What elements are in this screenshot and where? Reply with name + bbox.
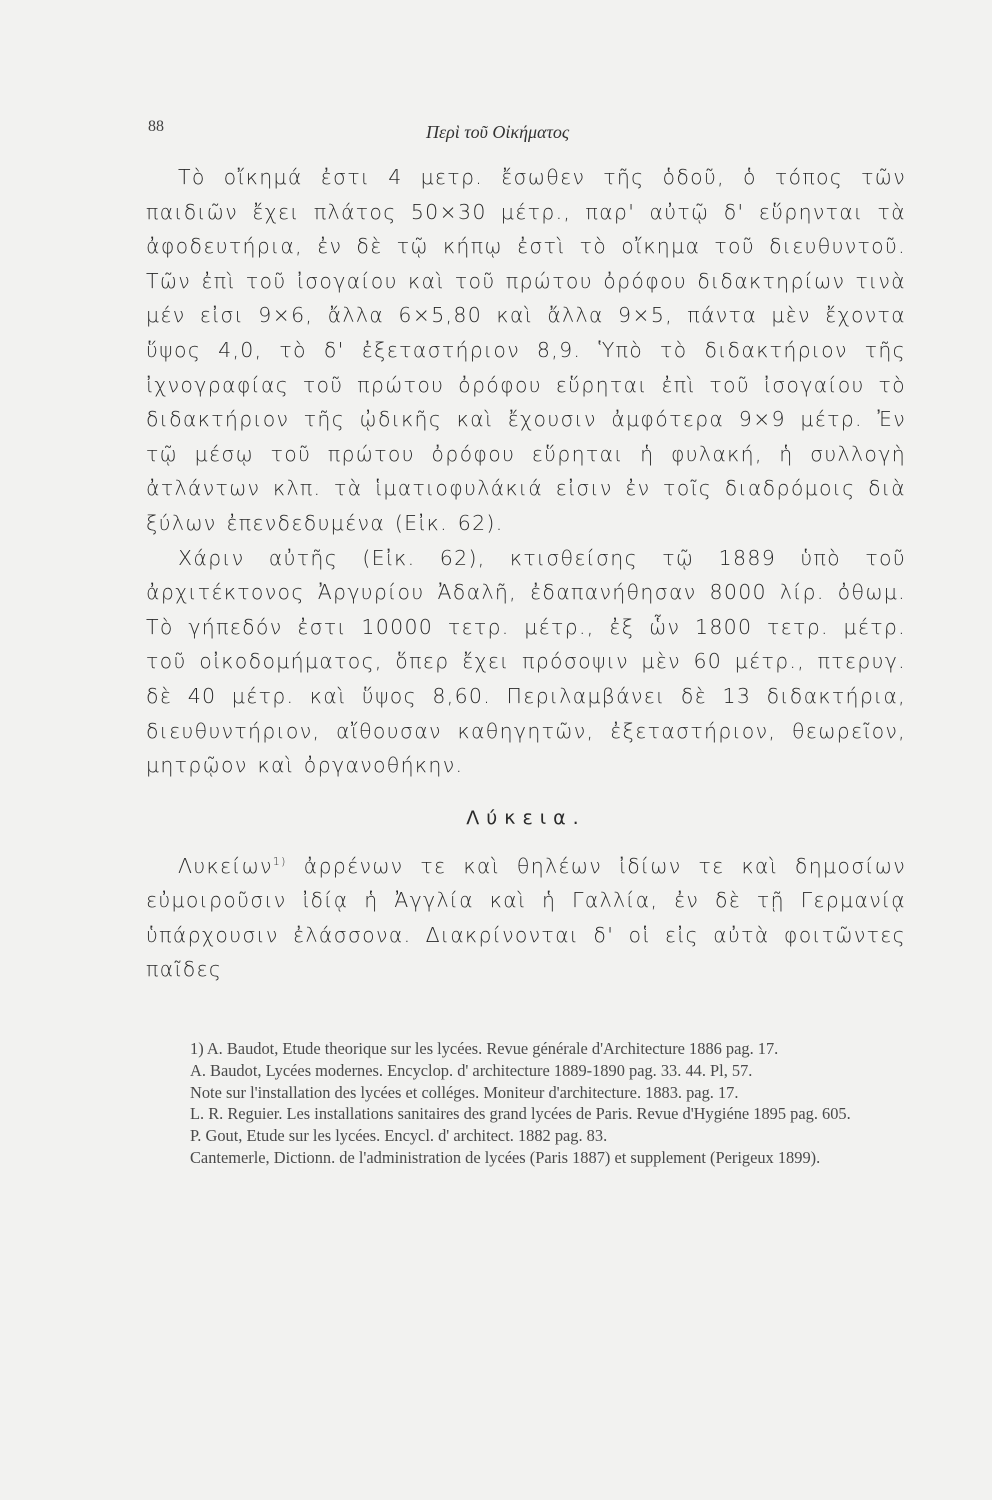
paragraph-2-text: Χάριν αὐτῆς (Εἰκ. 62), κτισθείσης τῷ 1889 ὑπὸ τοῦ ἀρχιτέκτονος Ἀργυρίου Ἀδαλῆ, ἐδαπανήθησαν 8000 λίρ. ὀθωμ. Τὸ γήπεδόν ἐστι 10000 τετρ. μέτρ., ἐξ ὧν 1800 τετρ. μέτρ. τοῦ οἰκοδομήματος, ὅπερ ἔχει πρόσοψιν μὲν 60 μέτρ., πτερυγ. δὲ 40 μέτρ. καὶ ὕψος 8,60. Περιλαμβάνει δὲ 13 διδακτήρια, διευθυντήριον, αἴθουσαν καθηγητῶν, ἐξεταστήριον, θεωρεῖον, μητρῷον καὶ ὀργανοθήκην. (146, 545, 906, 778)
footnote-marker: 1) (272, 854, 287, 868)
footnotes (150, 1038, 898, 1169)
paragraph-1-text: Τὸ οἴκημά ἐστι 4 μετρ. ἔσωθεν τῆς ὁδοῦ, ὁ τόπος τῶν παιδιῶν ἔχει πλάτος 50×30 μέτρ., παρ' αὐτῷ δ' εὕρηνται τὰ ἀφοδευτήρια, ἐν δὲ τῷ κήπῳ ἐστὶ τὸ οἴκημα τοῦ διευθυντοῦ. Τῶν ἐπὶ τοῦ ἰσογαίου καὶ τοῦ πρώτου ὀρόφου διδακτηρίων τινὰ μέν εἰσι 9×6, ἄλλα 6×5,80 καὶ ἄλλα 9×5, πάντα μὲν ἔχοντα ὕψος 4,0, τὸ δ' ἐξεταστήριον 8,9. Ὑπὸ τὸ διδακτήριον τῆς ἰχνογραφίας τοῦ πρώτου ὀρόφου εὕρηται ἐπὶ τοῦ ἰσογαίου τὸ διδακτήριον τῆς ᾠδικῆς καὶ ἔχουσιν ἀμφότερα 9×9 μέτρ. Ἐν τῷ μέσῳ τοῦ πρώτου ὀρόφου εὕρηται ἡ φυλακή, ἡ συλλογὴ ἀτλάντων κλπ. τὰ ἱματιοφυλάκιά εἰσιν ἐν τοῖς διαδρόμοις διὰ ξύλων ἐπενδεδυμένα (Εἰκ. 62). (146, 165, 906, 535)
section-title: Λύκεια. (466, 806, 586, 829)
footnote-item: Cantemerle, Dictionn. de l'administration de lycées (Paris 1887) et supplement (Perigeux 1899). (190, 1147, 821, 1167)
section-paragraph-rest: ἀρρένων τε καὶ θηλέων ἰδίων τε καὶ δημοσίων εὐμοιροῦσιν ἰδίᾳ ἡ Ἀγγλία καὶ ἡ Γαλλία, ἐν δὲ τῇ Γερμανίᾳ ὑπάρχουσιν ἐλάσσονα. Διακρίνονται δ' οἱ εἰς αὐτὰ φοιτῶντες παῖδες (146, 853, 906, 982)
main-text (146, 160, 906, 987)
footnote-item: A. Baudot, Lycées modernes. Encyclop. d' architecture 1889-1890 pag. 33. 44. Pl, 57. (190, 1060, 753, 1080)
footnote-item: L. R. Reguier. Les installations sanitaires des grand lycées de Paris. Revue d'Hygiéne 1895 pag. 605. (190, 1104, 851, 1124)
page-header (148, 118, 900, 148)
section-paragraph-start: Λυκείων (178, 853, 273, 878)
running-title: Περὶ τοῦ Οἰκήματος (426, 122, 570, 142)
section-paragraph (146, 849, 906, 987)
page-number: 88 (148, 118, 164, 135)
paragraph-2 (146, 541, 906, 783)
footnote-item: P. Gout, Etude sur les lycées. Encycl. d' architect. 1882 pag. 83. (190, 1126, 608, 1146)
footnote-item: Note sur l'installation des lycées et colléges. Moniteur d'architecture. 1883. pag. 17. (190, 1082, 739, 1102)
paragraph-1 (146, 160, 906, 541)
footnote-item: 1) A. Baudot, Etude theorique sur les lycées. Revue générale d'Architecture 1886 pag. 17. (190, 1039, 779, 1058)
